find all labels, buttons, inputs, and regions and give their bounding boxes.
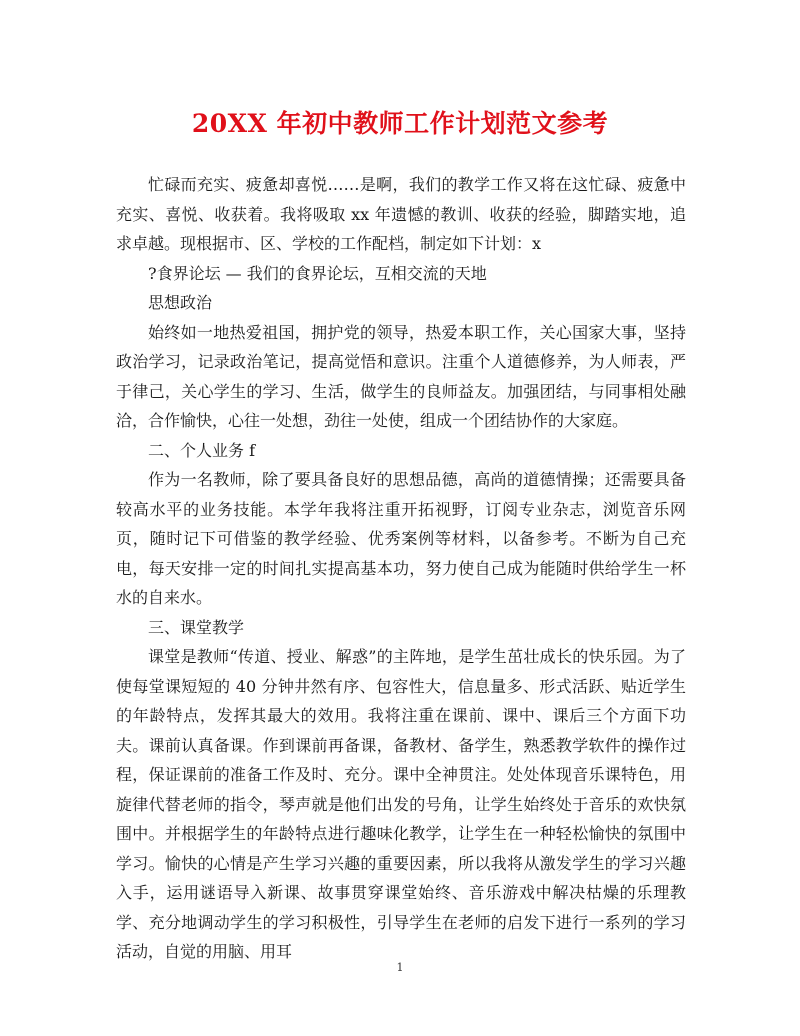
document-body bbox=[116, 170, 686, 967]
document-title: 20XX 年初中教师工作计划范文参考 bbox=[191, 109, 609, 138]
classroom-paragraph: 课堂是教师“传道、授业、解惑”的主阵地，是学生茁壮成长的快乐园。为了使每堂课短短的 40 分钟井然有序、包容性大，信息量多、形式活跃、贴近学生的年龄特点，发挥其最大的效用。我将注重在课前、课中、课后三个方面下功夫。课前认真备课。作到课前再备课，备教材、备学生，熟悉教学软件的操作过程，保证课前的准备工作及时、充分。课中全神贯注。处处体现音乐课特色，用旋律代替老师的指令，琴声就是他们出发的号角，让学生始终处于音乐的欢快氛围中。并根据学生的年龄特点进行趣味化教学，让学生在一种轻松愉快的氛围中学习。愉快的心情是产生学习兴趣的重要因素，所以我将从激发学生的学习兴趣入手，运用谜语导入新课、故事贯穿课堂始终、音乐游戏中解决枯燥的乐理教学、充分地调动学生的学习积极性，引导学生在老师的启发下进行一系列的学习活动，自觉的用脑、用耳 bbox=[116, 647, 686, 961]
professional-paragraph: 作为一名教师，除了要具备良好的思想品德，高尚的道德情操；还需要具备较高水平的业务技能。本学年我将注重开拓视野，订阅专业杂志，浏览音乐网页，随时记下可借鉴的教学经验、优秀案例等材料，以备参考。不断为自己充电，每天安排一定的时间扎实提高基本功，努力使自己成为能随时供给学生一杯水的自来水。 bbox=[116, 470, 686, 607]
forum-line: ?食界论坛 — 我们的食界论坛，互相交流的天地 bbox=[148, 263, 487, 283]
section-heading-professional: 二、个人业务 f bbox=[148, 440, 256, 460]
section-heading-classroom: 三、课堂教学 bbox=[148, 617, 245, 637]
section-heading-politics: 思想政治 bbox=[148, 293, 213, 312]
page-number: 1 bbox=[396, 961, 404, 974]
intro-paragraph: 忙碌而充实、疲惫却喜悦……是啊，我们的教学工作又将在这忙碌、疲惫中充实、喜悦、收获着。我将吸取 xx 年遗憾的教训、收获的经验，脚踏实地，追求卓越。现根据市、区、学校的工作配档，制定如下计划：x bbox=[116, 175, 686, 253]
politics-paragraph: 始终如一地热爱祖国，拥护党的领导，热爱本职工作，关心国家大事，坚持政治学习，记录政治笔记，提高觉悟和意识。注重个人道德修养，为人师表，严于律己，关心学生的学习、生活，做学生的良师益友。加强团结，与同事相处融洽，合作愉快，心往一处想，劲往一处使，组成一个团结协作的大家庭。 bbox=[116, 322, 686, 430]
